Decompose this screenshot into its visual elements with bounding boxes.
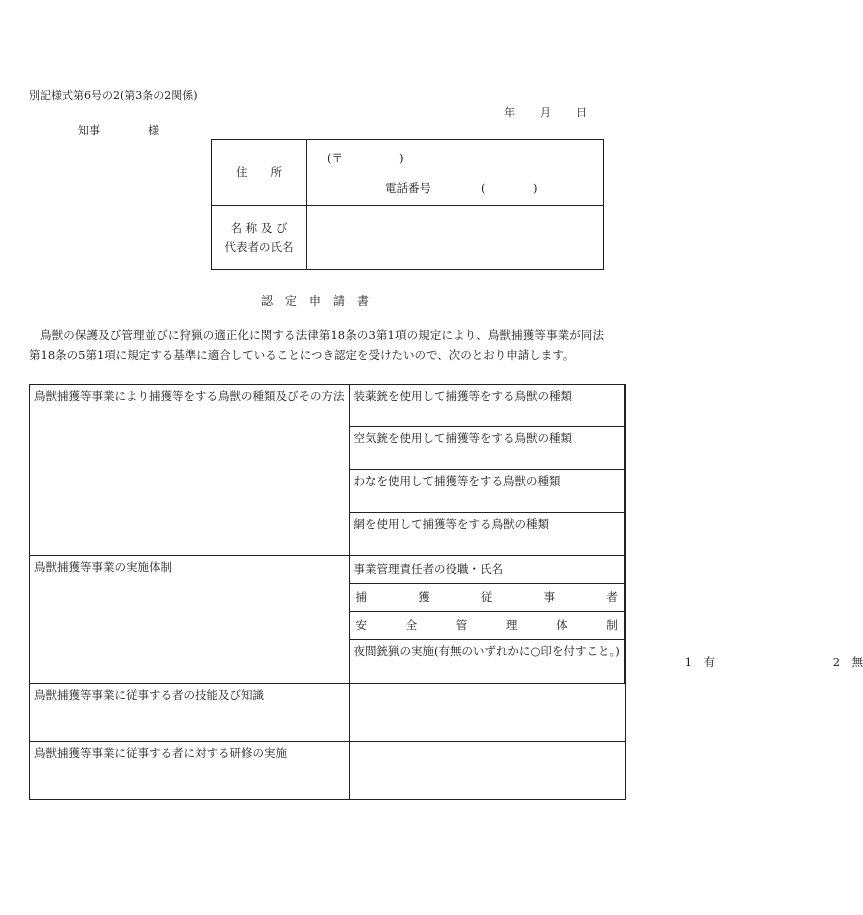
applicant-table [211,139,604,270]
sec3-input[interactable] [349,684,625,742]
sec2-manager-input[interactable] [624,556,625,584]
sec1-row-input[interactable] [624,385,625,427]
sec4-input[interactable] [349,742,625,800]
addressee-honorific: 様 [148,124,159,137]
sec3-label: 鳥獣捕獲等事業に従事する者の技能及び知識 [30,684,350,742]
postal-close: ) [399,151,404,165]
address-field[interactable] [307,140,604,206]
sec2-label: 鳥獣捕獲等事業の実施体制 [30,556,350,684]
sec2-staff-input[interactable] [624,584,625,612]
name-field[interactable] [307,206,604,270]
night-hunting-options [624,640,863,684]
sec1-row-label: わなを使用して捕獲等をする鳥獣の種類 [349,470,624,513]
sec2-staff-label: 捕 獲 従 事 者 [349,584,624,612]
date-year: 年 [504,106,515,119]
intro-text: 鳥獣の保護及び管理並びに狩猟の適正化に関する法律第18条の3第1項の規定により、鳥獣捕獲等事業が同法第18条の5第1項に規定する基準に適合していることにつき認定を受けたいので、次のとおり申請します。 [29,328,604,362]
sec1-row-input[interactable] [624,513,625,556]
option-yes[interactable]: 1 有 [684,655,716,669]
phone-open: ( [481,181,486,195]
addressee-governor: 知事 [78,124,100,137]
date-day: 日 [576,106,587,119]
main-table [29,384,863,800]
sec1-label: 鳥獣捕獲等事業により捕獲等をする鳥獣の種類及びその方法 [30,385,350,556]
document-title: 認 定 申 請 書 [260,294,369,308]
phone-close: ) [533,181,538,195]
sec1-row-input[interactable] [624,427,625,470]
sec1-row-label: 空気銃を使用して捕獲等をする鳥獣の種類 [349,427,624,470]
option-no[interactable]: 2 無 [832,655,863,669]
phone-label: 電話番号 [385,181,431,195]
date-month: 月 [540,106,551,119]
sec4-label: 鳥獣捕獲等事業に従事する者に対する研修の実施 [30,742,350,800]
postal-mark: (〒 [327,151,343,165]
sec2-safety-label: 安 全 管 理 体 制 [349,612,624,640]
sec1-row-label: 網を使用して捕獲等をする鳥獣の種類 [349,513,624,556]
address-label: 住 所 [212,140,307,206]
sec1-row-input[interactable] [624,470,625,513]
form-reference: 別記様式第6号の2(第3条の2関係) [29,89,198,102]
sec2-safety-input[interactable] [624,612,625,640]
sec2-manager-label: 事業管理責任者の役職・氏名 [349,556,624,584]
name-label: 名 称 及 び 代表者の氏名 [212,206,307,270]
sec1-row-label: 装薬銃を使用して捕獲等をする鳥獣の種類 [349,385,624,427]
sec2-night-label: 夜間銃猟の実施(有無のいずれかに○印を付すこと。) [349,640,624,684]
